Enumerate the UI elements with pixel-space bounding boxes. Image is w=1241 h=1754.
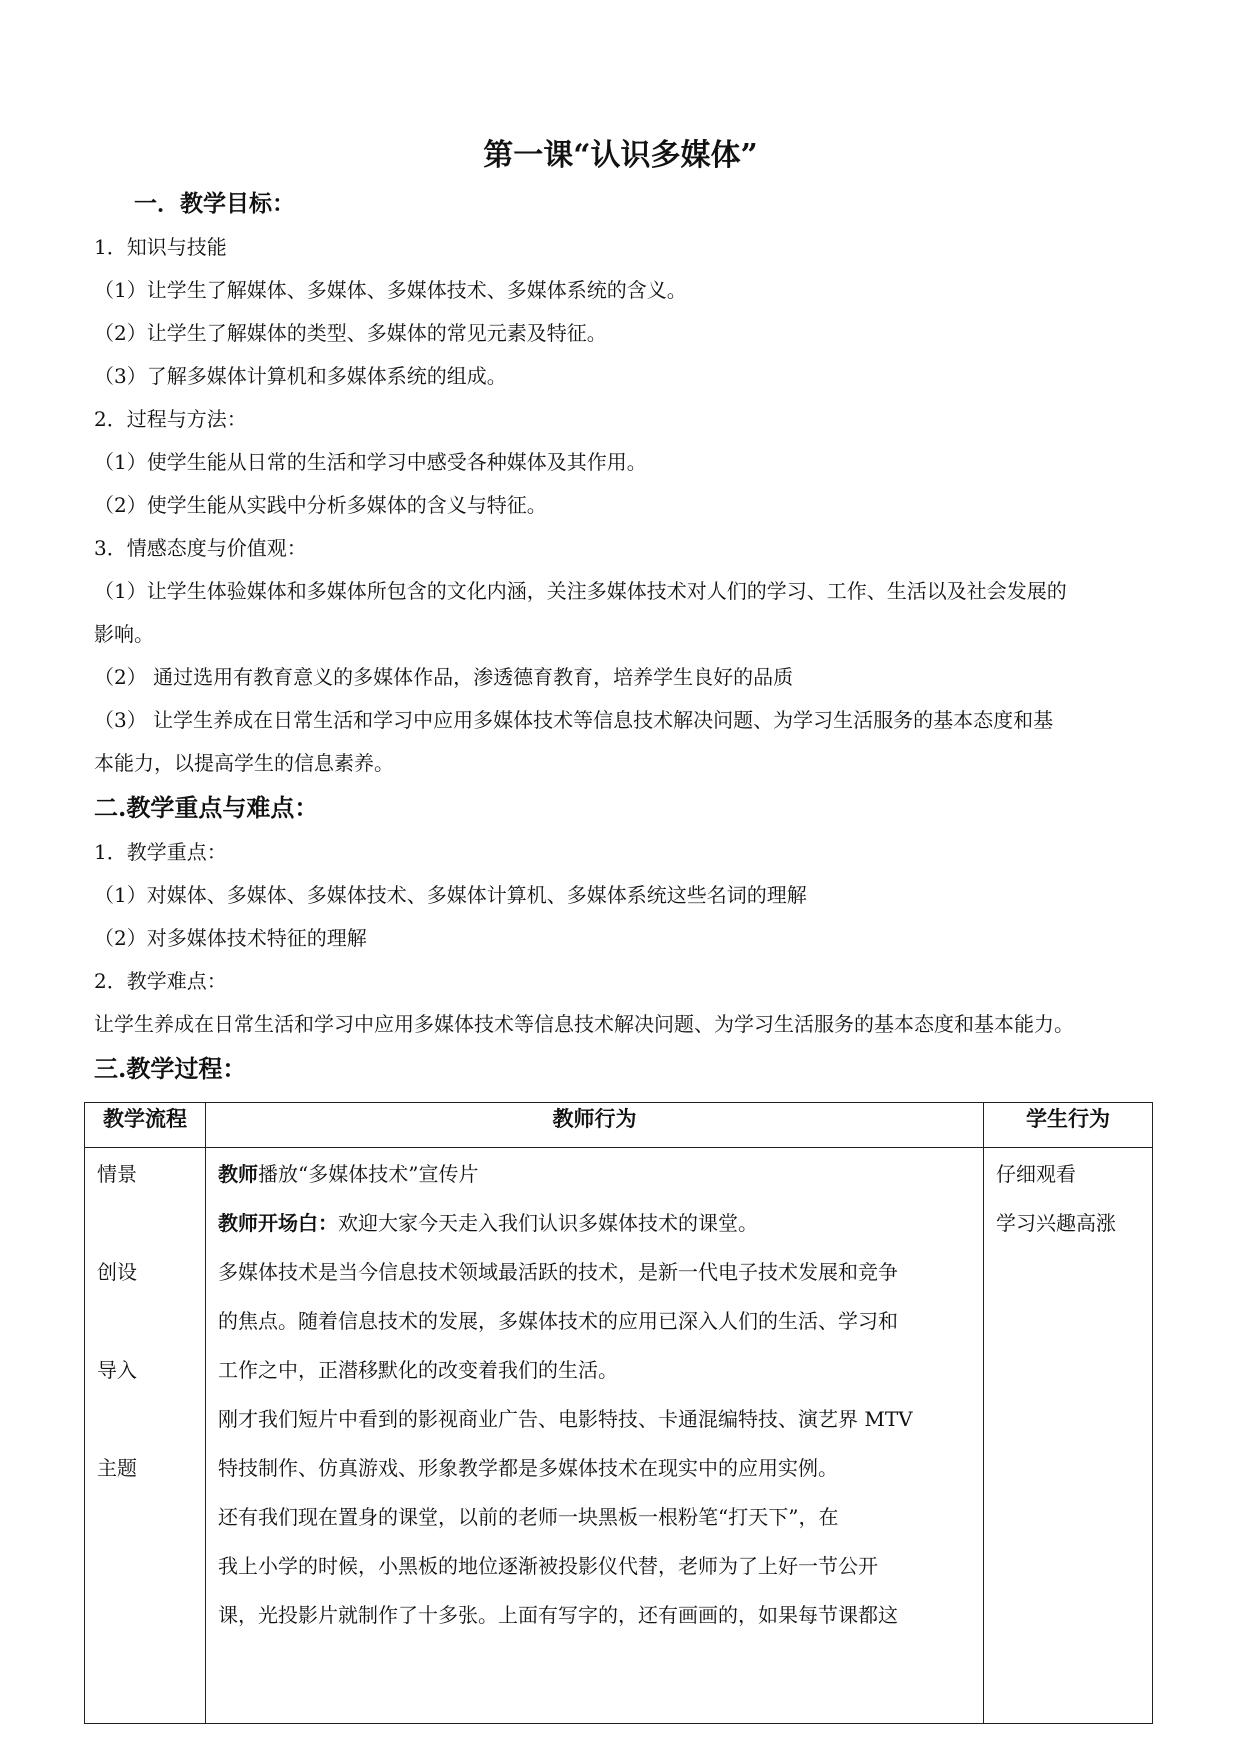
- teacher-bold: 教师: [218, 1162, 258, 1186]
- section1-heading: 一．教学目标：: [134, 190, 295, 217]
- section2-item: 1．教学重点：: [94, 840, 227, 864]
- teacher-line: 课，光投影片就制作了十多张。上面有写字的，还有画画的，如果每节课都这: [218, 1603, 898, 1627]
- section1-item: （2） 通过选用有教育意义的多媒体作品，渗透德育教育，培养学生良好的品质: [94, 665, 794, 689]
- teacher-line: 多媒体技术是当今信息技术领域最活跃的技术，是新一代电子技术发展和竞争: [218, 1260, 898, 1284]
- section1-item: 2．过程与方法：: [94, 407, 247, 431]
- section1-item: 本能力，以提高学生的信息素养。: [94, 751, 394, 775]
- teacher-line: [218, 1207, 758, 1236]
- stage-cell: [85, 1148, 206, 1724]
- teacher-text: 欢迎大家今天走入我们认识多媒体技术的课堂。: [338, 1211, 758, 1235]
- teacher-line: 还有我们现在置身的课堂，以前的老师一块黑板一根粉笔“打天下”，在: [218, 1505, 839, 1529]
- teacher-line: 工作之中，正潜移默化的改变着我们的生活。: [218, 1358, 618, 1382]
- section1-item: 3．情感态度与价值观：: [94, 536, 307, 560]
- section1-item: （3）了解多媒体计算机和多媒体系统的组成。: [94, 364, 507, 388]
- teacher-line: 的焦点。随着信息技术的发展，多媒体技术的应用已深入人们的生活、学习和: [218, 1309, 898, 1333]
- student-line: 仔细观看: [996, 1162, 1076, 1186]
- section1-item: （2）让学生了解媒体的类型、多媒体的常见元素及特征。: [94, 321, 607, 345]
- teacher-line: 刚才我们短片中看到的影视商业广告、电影特技、卡通混编特技、演艺界 MTV: [218, 1407, 913, 1431]
- table-header: 学生行为: [984, 1103, 1153, 1148]
- stage-label: 主题: [97, 1456, 137, 1480]
- teacher-text: 播放“多媒体技术”宣传片: [258, 1162, 479, 1186]
- section2-item: （2）对多媒体技术特征的理解: [94, 926, 367, 950]
- stage-label: 情景: [97, 1162, 137, 1186]
- teacher-line: 特技制作、仿真游戏、形象教学都是多媒体技术在现实中的应用实例。: [218, 1456, 838, 1480]
- stage-label: 创设: [97, 1260, 137, 1284]
- stage-label: 导入: [97, 1358, 137, 1382]
- section1-item: （1）让学生了解媒体、多媒体、多媒体技术、多媒体系统的含义。: [94, 278, 687, 302]
- section1-item: 1．知识与技能: [94, 235, 227, 259]
- table-header-row: [85, 1103, 1153, 1148]
- section2-heading: 二.教学重点与难点：: [94, 793, 319, 822]
- teacher-line: [218, 1158, 478, 1187]
- student-line: 学习兴趣高涨: [996, 1211, 1116, 1235]
- section1-item: （2）使学生能从实践中分析多媒体的含义与特征。: [94, 493, 547, 517]
- teaching-process-table: [84, 1102, 1153, 1724]
- section2-item: （1）对媒体、多媒体、多媒体技术、多媒体计算机、多媒体系统这些名词的理解: [94, 883, 807, 907]
- table-row: [85, 1148, 1153, 1724]
- table-header: 教师行为: [206, 1103, 984, 1148]
- teacher-bold: 教师开场白：: [218, 1211, 338, 1235]
- section1-item: 影响。: [94, 622, 154, 646]
- table-header: 教学流程: [85, 1103, 206, 1148]
- teacher-cell: [206, 1148, 984, 1724]
- student-cell: [984, 1148, 1153, 1724]
- section2-item: 2．教学难点：: [94, 969, 227, 993]
- page-title: 第一课“认识多媒体”: [483, 138, 758, 173]
- section1-item: （1）使学生能从日常的生活和学习中感受各种媒体及其作用。: [94, 450, 647, 474]
- section2-item: 让学生养成在日常生活和学习中应用多媒体技术等信息技术解决问题、为学习生活服务的基本态度和基本能力。: [94, 1012, 1074, 1036]
- teacher-line: 我上小学的时候，小黑板的地位逐渐被投影仪代替，老师为了上好一节公开: [218, 1554, 878, 1578]
- section1-item: （1）让学生体验媒体和多媒体所包含的文化内涵，关注多媒体技术对人们的学习、工作、生活以及社会发展的: [94, 579, 1067, 603]
- section1-item: （3） 让学生养成在日常生活和学习中应用多媒体技术等信息技术解决问题、为学习生活服务的基本态度和基: [94, 708, 1054, 732]
- section3-heading: 三.教学过程：: [94, 1054, 247, 1083]
